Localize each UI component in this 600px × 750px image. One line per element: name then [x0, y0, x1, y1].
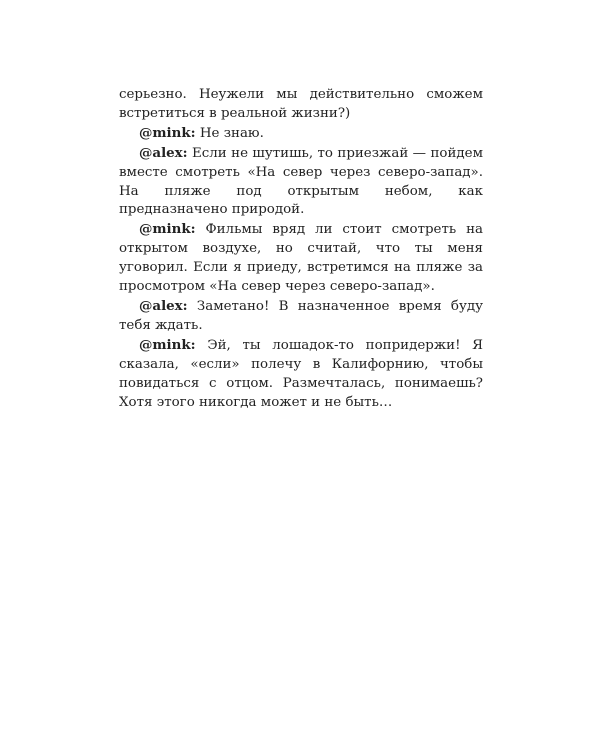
message-text: Если не шутишь, то приезжай — пойдем вместе смотреть «На север через северо-запад». На пляже под открытым небом, как предназначено природой.: [119, 145, 483, 218]
message-text: Не знаю.: [195, 125, 264, 141]
paragraph-text: серьезно. Неужели мы действительно сможем встретиться в реальной жизни?): [119, 87, 483, 121]
speaker-mink: @mink:: [139, 124, 196, 141]
speaker-mink: @mink:: [139, 221, 196, 238]
chat-line-alex: [119, 144, 483, 221]
message-text: Фильмы вряд ли стоит смотреть на открытом воздухе, но считай, что ты меня уговорил. Если я приеду, встретимся на пляже за просмотром «На север через северо-запад».: [119, 222, 483, 295]
chat-line-mink: [119, 336, 483, 413]
message-text: Заметано! В назначенное время буду тебя ждать.: [119, 298, 483, 333]
speaker-alex: @alex:: [139, 144, 188, 161]
speaker-mink: @mink:: [139, 336, 196, 353]
chat-line-mink: [119, 220, 483, 297]
paragraph-continuation: [119, 86, 483, 124]
chat-line-alex: [119, 297, 483, 336]
page-text: [119, 86, 483, 412]
message-text: Эй, ты лошадок-то попридержи! Я сказала, «если» полечу в Калифорнию, чтобы повидаться с отцом. Размечталась, понимаешь? Хотя этого никогда может и не быть…: [119, 337, 483, 410]
chat-line-mink: [119, 124, 483, 144]
speaker-alex: @alex:: [139, 297, 188, 314]
